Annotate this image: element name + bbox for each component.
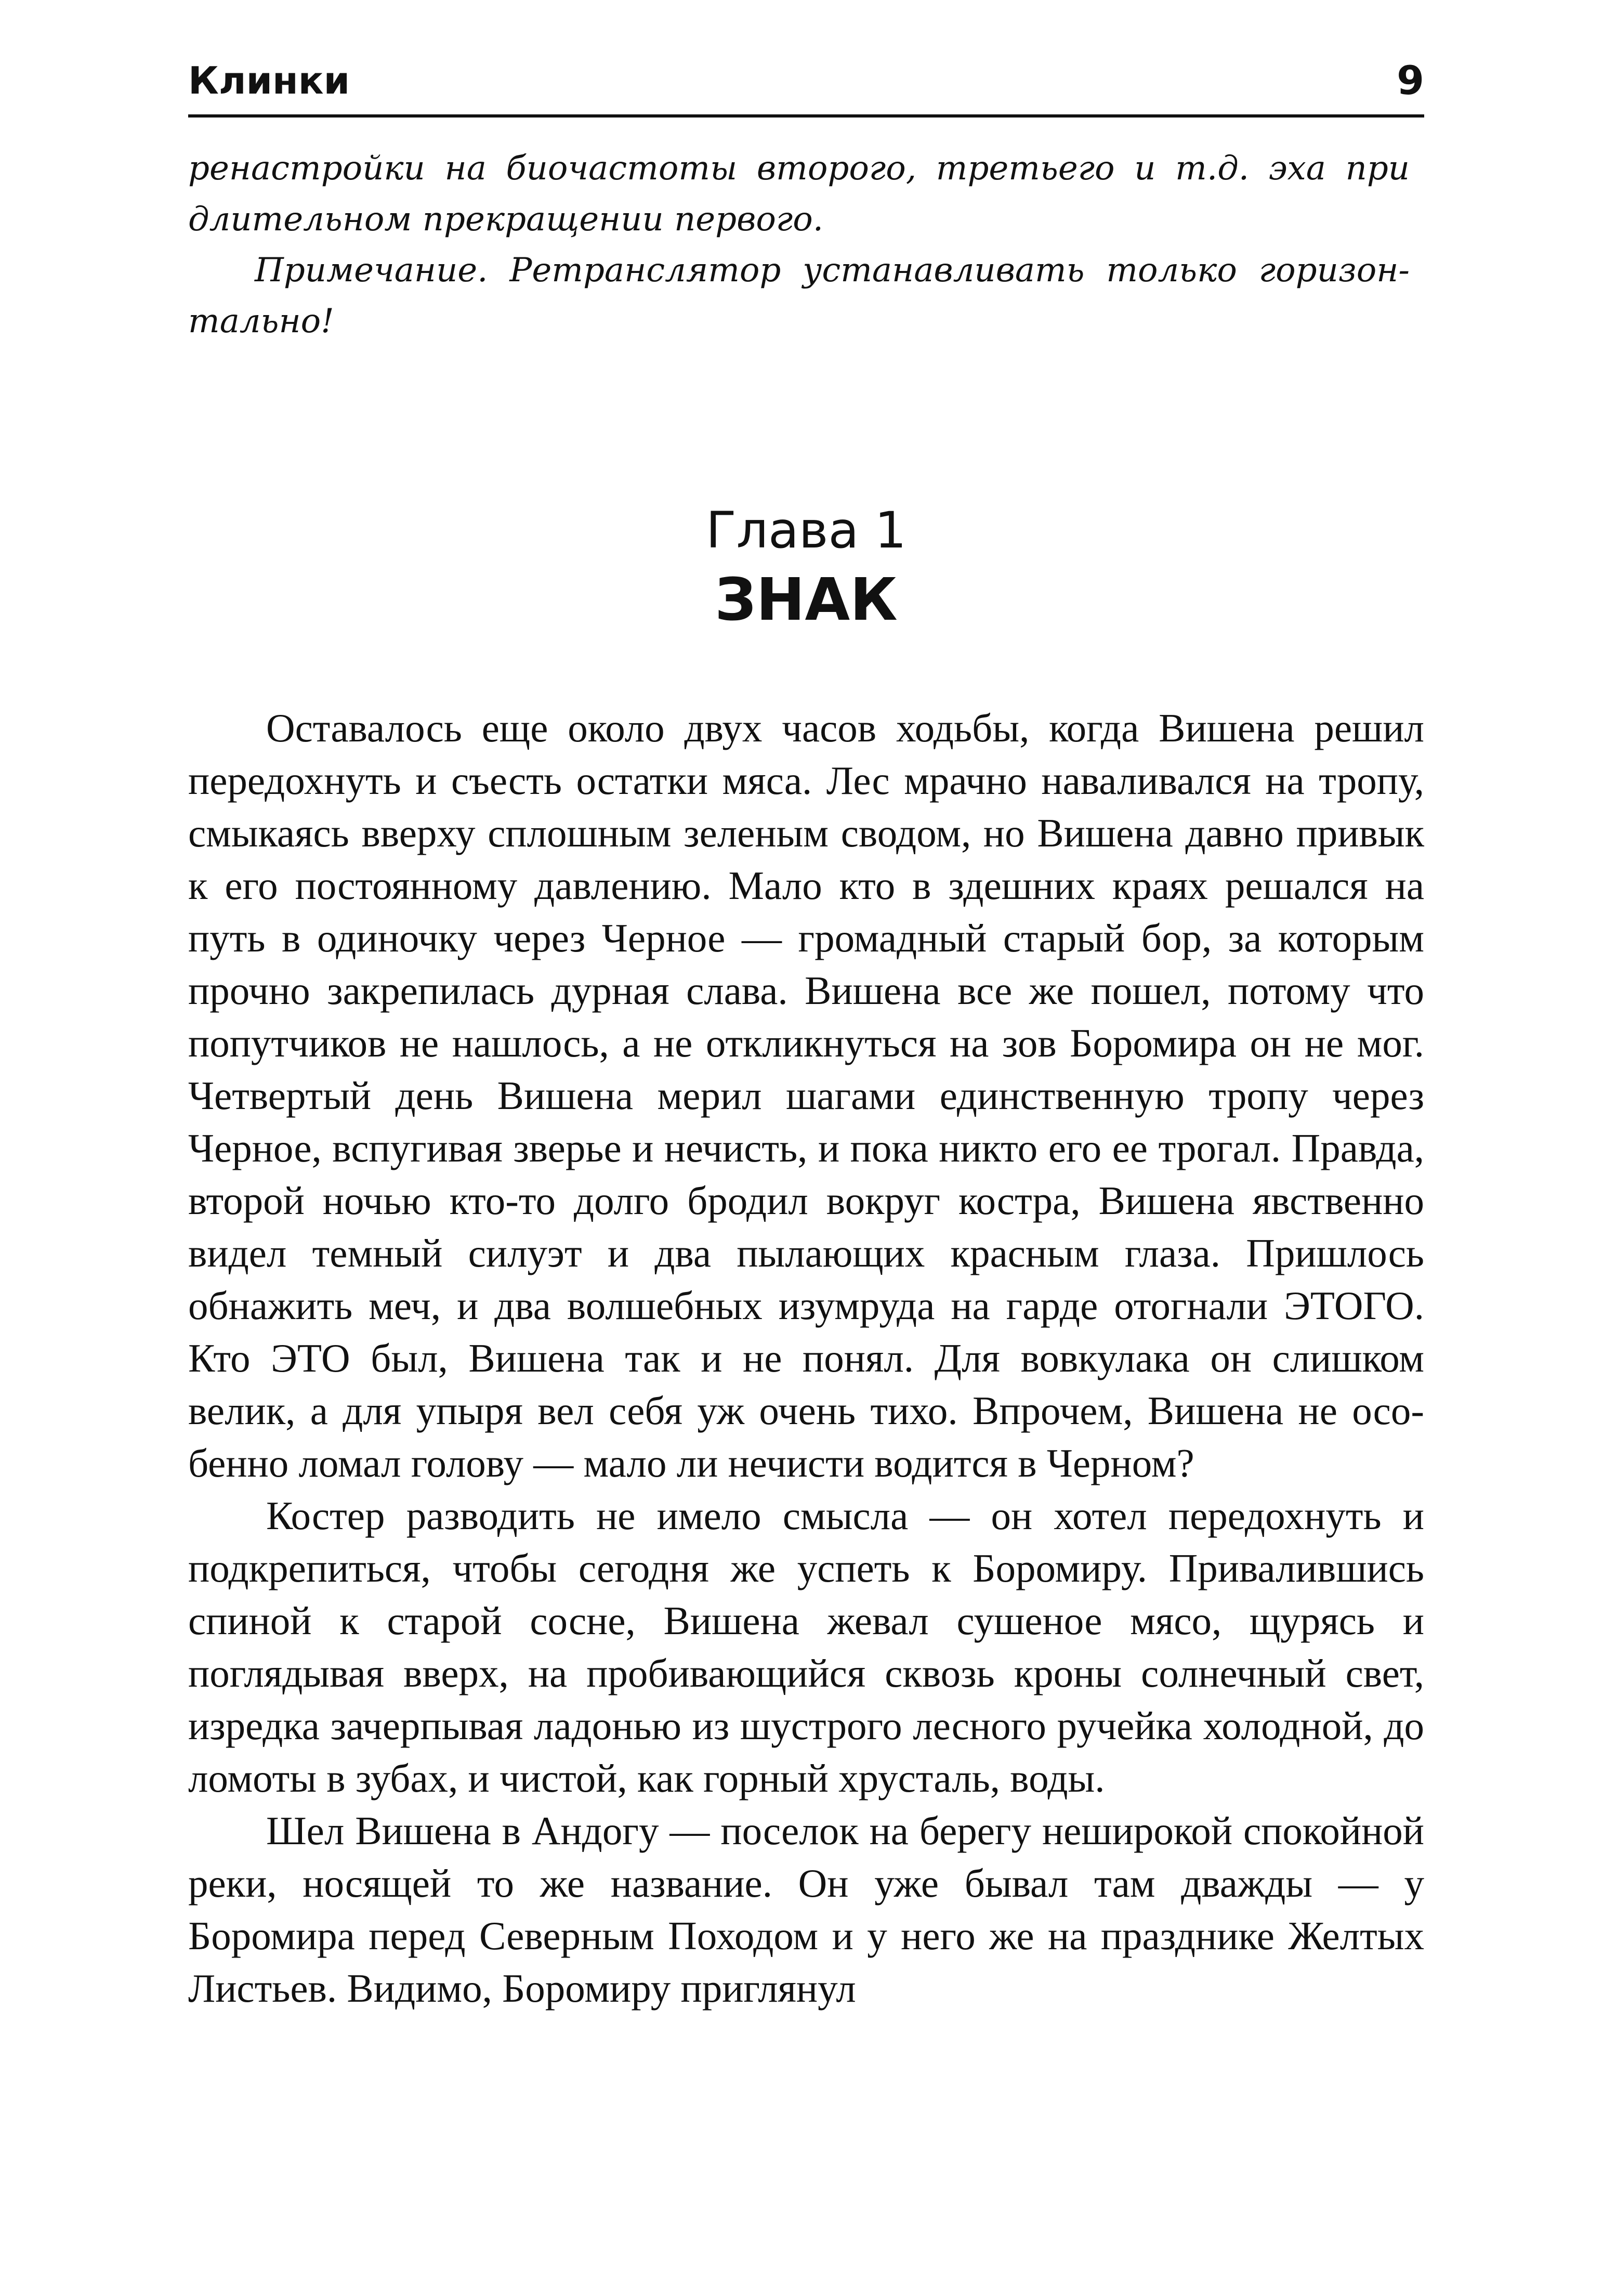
body-paragraph: Шел Вишена в Андогу — поселок на берегу неширокой спокойной реки, носящей то же название. Он уже бывал там дважды — у Боромира перед Северным Походом и у него же на празднике Желтых Листьев. Видимо, Боромиру приглянул [188, 1808, 1424, 2011]
page-number: 9 [1397, 57, 1424, 103]
front-paragraph: ренастройки на биочастоты второго, третьего и т.д. эха при длительном прекращении первого. [188, 149, 1410, 239]
page-header [188, 55, 1424, 122]
front-note: Примечание. Ретранслятор устанавливать только горизонтально! [188, 251, 1410, 341]
body-paragraph: Костер разводить не имело смысла — он хотел передохнуть и подкрепиться, чтобы сегодня же успеть к Боромиру. Привалившись спиной к старой сосне, Вишена жевал сушеное мясо, щурясь и поглядывая вверх, на пробивающийся сквозь кроны солнечный свет, изредка зачерпывая ладонью из шустрого лесного ручейка холодной, до ломоты в зубах, и чистой, как горный хрусталь, воды. [188, 1493, 1424, 1801]
chapter-heading [188, 499, 1424, 636]
running-title: Клинки [188, 59, 350, 102]
chapter-label: Глава 1 [706, 501, 906, 559]
chapter-title: ЗНАК [715, 566, 898, 634]
body-paragraph: Оставалось еще около двух часов ходьбы, когда Вишена решил передохнуть и съесть остатки мяса. Лес мрачно наваливался на тропу, смыкаясь вверху сплошным зеленым сводом, но Вишена давно привык к его постоянному давлению. Мало кто в здешних краях решался на путь в одиночку через Черное — громадный старый бор, за которым прочно закрепилась дурная слава. Вишена все же пошел, потому что попутчиков не нашлось, а не откликнуться на зов Боромира он не мог. Четвертый день Вишена мерил шагами единственную тропу через Черное, вспугивая зверье и нечисть, и пока никто его ее трогал. Правда, второй ночью кто-то долго бродил вокруг костра, Вишена явственно видел темный силуэт и два пылающих красным глаза. Пришлось обнажить меч, и два волшебных изумруда на гарде отогнали ЭТОГО. Кто ЭТО был, Вишена так и не понял. Для вовкулака он слишком велик, а для упыря вел себя уж очень тихо. Впрочем, Вишена не особенно ломал голову — мало ли нечисти водится в Черном? [188, 706, 1424, 1485]
header-divider [188, 114, 1424, 118]
chapter-body [188, 702, 1424, 2015]
front-matter-text [188, 143, 1410, 347]
